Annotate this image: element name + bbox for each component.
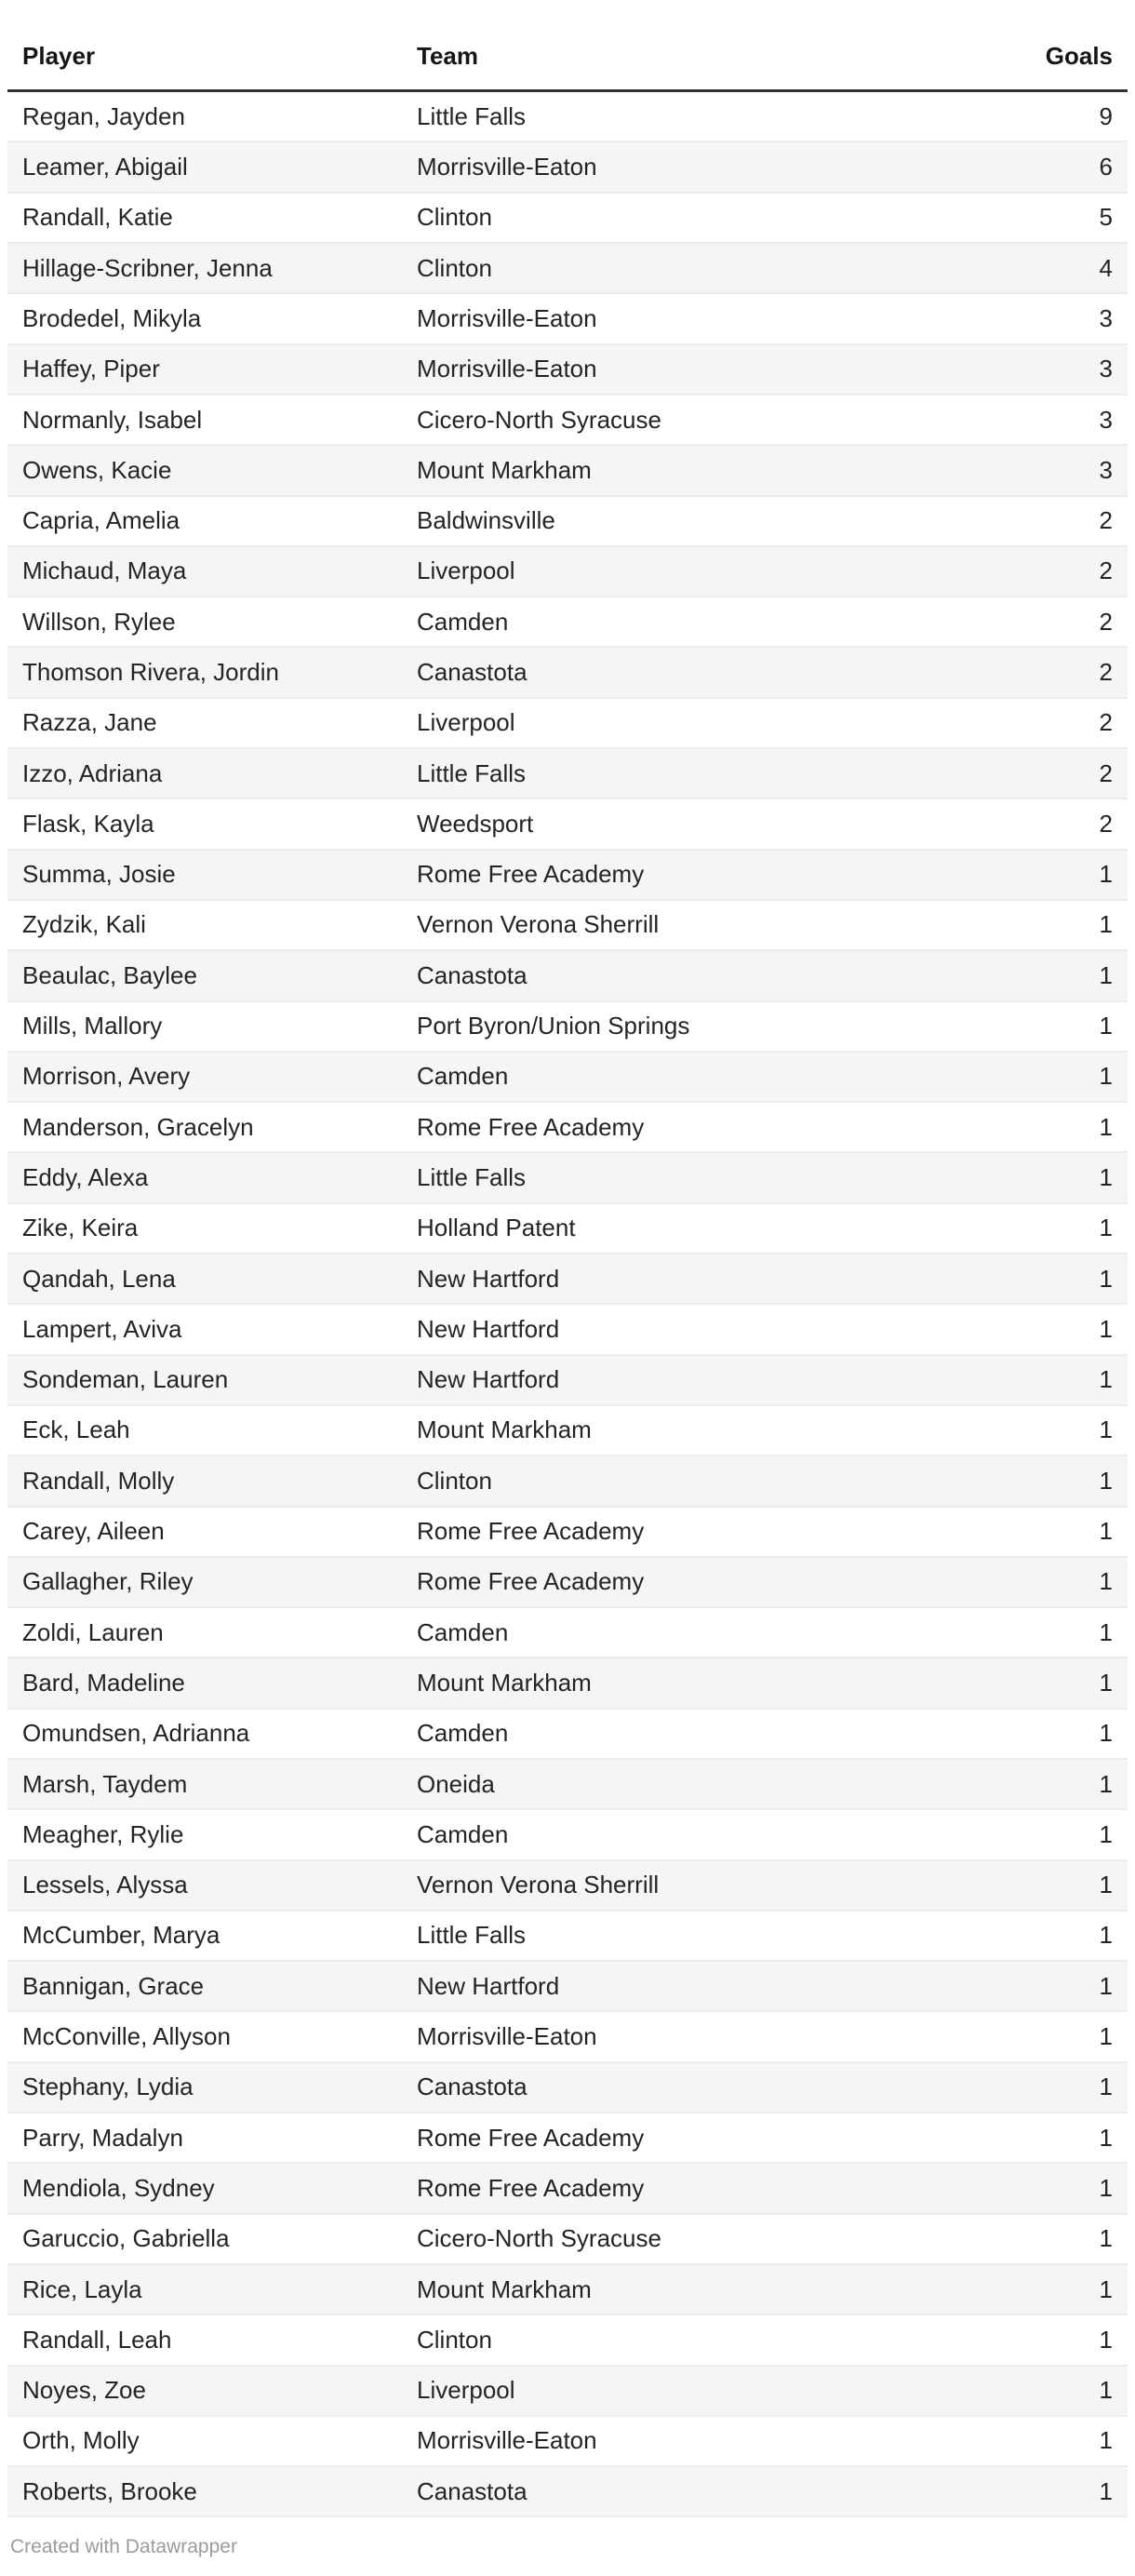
table-row	[7, 92, 1128, 142]
table-row	[7, 2012, 1128, 2062]
player-cell: Garuccio, Gabriella	[22, 2224, 230, 2253]
team-cell: Little Falls	[417, 1162, 527, 1191]
table-row	[7, 1053, 1128, 1103]
table-row	[7, 244, 1128, 294]
player-cell: Eddy, Alexa	[22, 1162, 149, 1191]
team-cell: New Hartford	[417, 1264, 560, 1293]
team-cell: Port Byron/Union Springs	[417, 1012, 690, 1040]
goals-cell: 1	[1099, 2274, 1113, 2303]
datawrapper-credit[interactable]: Created with Datawrapper	[10, 2536, 237, 2558]
table-row	[7, 1558, 1128, 1608]
goals-cell: 1	[1099, 1264, 1113, 1293]
table-row	[7, 1204, 1128, 1254]
table-row	[7, 1254, 1128, 1305]
goals-cell: 1	[1099, 1668, 1113, 1697]
goals-cell: 2	[1099, 809, 1113, 838]
team-cell: Morrisville-Eaton	[417, 303, 597, 332]
player-cell: Mendiola, Sydney	[22, 2173, 215, 2202]
player-cell: Michaud, Maya	[22, 557, 187, 585]
player-cell: Mills, Mallory	[22, 1012, 163, 1040]
team-cell: Cicero-North Syracuse	[417, 2224, 661, 2253]
team-cell: Morrisville-Eaton	[417, 355, 597, 383]
goals-cell: 1	[1099, 2073, 1113, 2101]
table-row	[7, 1710, 1128, 1760]
goals-cell: 1	[1099, 910, 1113, 939]
team-cell: Canastota	[417, 960, 527, 989]
table-row	[7, 1810, 1128, 1860]
team-cell: Camden	[417, 1719, 509, 1748]
goals-cell: 1	[1099, 1314, 1113, 1343]
table-row	[7, 547, 1128, 597]
goals-cell: 2	[1099, 607, 1113, 636]
player-cell: Roberts, Brooke	[22, 2476, 197, 2505]
player-cell: Normanly, Isabel	[22, 405, 203, 434]
table-row	[7, 2215, 1128, 2265]
team-cell: Cicero-North Syracuse	[417, 405, 661, 434]
goals-cell: 3	[1099, 303, 1113, 332]
goals-cell: 1	[1099, 2426, 1113, 2455]
table-row	[7, 1456, 1128, 1507]
table-row	[7, 1508, 1128, 1558]
table-row	[7, 799, 1128, 850]
goals-cell: 1	[1099, 2123, 1113, 2152]
team-cell: Rome Free Academy	[417, 2173, 645, 2202]
goals-cell: 1	[1099, 1012, 1113, 1040]
team-cell: Rome Free Academy	[417, 1567, 645, 1596]
table-row	[7, 851, 1128, 901]
team-cell: Camden	[417, 1062, 509, 1091]
player-cell: Razza, Jane	[22, 708, 157, 737]
player-cell: Morrison, Avery	[22, 1062, 191, 1091]
goals-cell: 1	[1099, 1062, 1113, 1091]
player-cell: Meagher, Rylie	[22, 1819, 184, 1848]
table-row	[7, 1760, 1128, 1810]
player-cell: Zike, Keira	[22, 1214, 139, 1242]
team-cell: Mount Markham	[417, 455, 592, 484]
player-cell: Qandah, Lena	[22, 1264, 176, 1293]
goals-cell: 1	[1099, 2476, 1113, 2505]
table-row	[7, 597, 1128, 648]
table-row	[7, 1406, 1128, 1456]
goals-cell: 1	[1099, 1466, 1113, 1495]
player-cell: Gallagher, Riley	[22, 1567, 194, 1596]
team-cell: Weedsport	[417, 809, 534, 838]
player-cell: Parry, Madalyn	[22, 2123, 183, 2152]
team-cell: Canastota	[417, 2476, 527, 2505]
goals-cell: 2	[1099, 708, 1113, 737]
player-cell: Flask, Kayla	[22, 809, 154, 838]
goals-cell: 6	[1099, 153, 1113, 181]
table-row	[7, 497, 1128, 547]
player-cell: Capria, Amelia	[22, 506, 180, 535]
table-row	[7, 194, 1128, 244]
player-cell: Rice, Layla	[22, 2274, 142, 2303]
goals-cell: 1	[1099, 1112, 1113, 1141]
goals-cell: 1	[1099, 2224, 1113, 2253]
table-row	[7, 2315, 1128, 2366]
player-cell: Eck, Leah	[22, 1415, 130, 1444]
player-cell: McCumber, Marya	[22, 1921, 220, 1950]
team-cell: New Hartford	[417, 1314, 560, 1343]
table-row	[7, 699, 1128, 749]
team-cell: Canastota	[417, 2073, 527, 2101]
player-cell: Marsh, Taydem	[22, 1769, 188, 1798]
player-cell: Sondeman, Lauren	[22, 1365, 229, 1394]
table-row	[7, 1103, 1128, 1153]
team-cell: Vernon Verona Sherrill	[417, 910, 660, 939]
table-row	[7, 2467, 1128, 2517]
player-cell: Haffey, Piper	[22, 355, 160, 383]
column-header-player: Player	[22, 42, 96, 70]
player-cell: Thomson Rivera, Jordin	[22, 658, 279, 686]
player-cell: Bard, Madeline	[22, 1668, 185, 1697]
table-header	[7, 0, 1128, 92]
player-cell: Brodedel, Mikyla	[22, 303, 202, 332]
goals-cell: 1	[1099, 1719, 1113, 1748]
player-cell: Stephany, Lydia	[22, 2073, 194, 2101]
player-cell: Manderson, Gracelyn	[22, 1112, 254, 1141]
goals-cell: 1	[1099, 1819, 1113, 1848]
table-row	[7, 1356, 1128, 1406]
goals-cell: 1	[1099, 1567, 1113, 1596]
table-row	[7, 446, 1128, 496]
team-cell: Rome Free Academy	[417, 1112, 645, 1141]
team-cell: Camden	[417, 1617, 509, 1646]
goals-cell: 2	[1099, 557, 1113, 585]
table-row	[7, 2164, 1128, 2214]
goals-cell: 2	[1099, 658, 1113, 686]
column-header-team: Team	[417, 42, 478, 70]
goals-cell: 1	[1099, 1769, 1113, 1798]
player-cell: Izzo, Adriana	[22, 758, 163, 787]
goals-cell: 1	[1099, 1162, 1113, 1191]
goals-cell: 1	[1099, 860, 1113, 889]
player-cell: Bannigan, Grace	[22, 1971, 205, 2000]
team-cell: New Hartford	[417, 1365, 560, 1394]
player-cell: Owens, Kacie	[22, 455, 172, 484]
table-row	[7, 1962, 1128, 2012]
table-row	[7, 901, 1128, 951]
goals-cell: 1	[1099, 2376, 1113, 2405]
table-row	[7, 2113, 1128, 2164]
goals-cell: 1	[1099, 1921, 1113, 1950]
goals-cell: 1	[1099, 1871, 1113, 1899]
player-cell: Omundsen, Adrianna	[22, 1719, 250, 1748]
team-cell: Camden	[417, 607, 509, 636]
goals-cell: 1	[1099, 2022, 1113, 2051]
column-header-goals: Goals	[1045, 42, 1113, 70]
player-cell: Regan, Jayden	[22, 101, 185, 130]
table-row	[7, 1658, 1128, 1709]
goals-cell: 1	[1099, 1617, 1113, 1646]
table-row	[7, 1002, 1128, 1053]
table-row	[7, 951, 1128, 1001]
player-cell: Orth, Molly	[22, 2426, 140, 2455]
goals-cell: 2	[1099, 506, 1113, 535]
player-cell: Hillage-Scribner, Jenna	[22, 253, 273, 282]
team-cell: Liverpool	[417, 557, 515, 585]
table-body	[7, 92, 1128, 2517]
player-cell: Leamer, Abigail	[22, 153, 188, 181]
team-cell: Morrisville-Eaton	[417, 2426, 597, 2455]
table-row	[7, 1305, 1128, 1355]
table-row	[7, 142, 1128, 193]
table-row	[7, 2063, 1128, 2113]
goals-cell: 1	[1099, 960, 1113, 989]
goals-cell: 9	[1099, 101, 1113, 130]
team-cell: Liverpool	[417, 708, 515, 737]
goals-cell: 3	[1099, 455, 1113, 484]
player-cell: McConville, Allyson	[22, 2022, 231, 2051]
team-cell: Camden	[417, 1819, 509, 1848]
goals-cell: 1	[1099, 1214, 1113, 1242]
team-cell: New Hartford	[417, 1971, 560, 2000]
table-row	[7, 294, 1128, 344]
goals-cell: 1	[1099, 1517, 1113, 1546]
goals-cell: 1	[1099, 2173, 1113, 2202]
team-cell: Little Falls	[417, 101, 527, 130]
team-cell: Mount Markham	[417, 2274, 592, 2303]
player-cell: Zydzik, Kali	[22, 910, 146, 939]
goals-cell: 1	[1099, 1365, 1113, 1394]
goals-cell: 4	[1099, 253, 1113, 282]
team-cell: Morrisville-Eaton	[417, 153, 597, 181]
table-row	[7, 2367, 1128, 2417]
team-cell: Vernon Verona Sherrill	[417, 1871, 660, 1899]
player-cell: Willson, Rylee	[22, 607, 176, 636]
player-cell: Lessels, Alyssa	[22, 1871, 188, 1899]
goals-cell: 3	[1099, 405, 1113, 434]
player-cell: Randall, Leah	[22, 2325, 172, 2354]
team-cell: Morrisville-Eaton	[417, 2022, 597, 2051]
goals-table	[7, 0, 1128, 2517]
team-cell: Mount Markham	[417, 1668, 592, 1697]
team-cell: Rome Free Academy	[417, 2123, 645, 2152]
team-cell: Rome Free Academy	[417, 860, 645, 889]
goals-cell: 3	[1099, 355, 1113, 383]
player-cell: Beaulac, Baylee	[22, 960, 197, 989]
player-cell: Randall, Molly	[22, 1466, 175, 1495]
player-cell: Lampert, Aviva	[22, 1314, 182, 1343]
goals-cell: 5	[1099, 203, 1113, 232]
goals-cell: 1	[1099, 1971, 1113, 2000]
table-row	[7, 1912, 1128, 1962]
team-cell: Little Falls	[417, 1921, 527, 1950]
team-cell: Canastota	[417, 658, 527, 686]
team-cell: Liverpool	[417, 2376, 515, 2405]
table-row	[7, 1608, 1128, 1658]
goals-cell: 2	[1099, 758, 1113, 787]
team-cell: Holland Patent	[417, 1214, 576, 1242]
team-cell: Mount Markham	[417, 1415, 592, 1444]
team-cell: Rome Free Academy	[417, 1517, 645, 1546]
goals-cell: 1	[1099, 2325, 1113, 2354]
table-row	[7, 396, 1128, 446]
team-cell: Oneida	[417, 1769, 495, 1798]
player-cell: Carey, Aileen	[22, 1517, 165, 1546]
team-cell: Clinton	[417, 2325, 492, 2354]
player-cell: Randall, Katie	[22, 203, 173, 232]
team-cell: Clinton	[417, 203, 492, 232]
goals-cell: 1	[1099, 1415, 1113, 1444]
team-cell: Clinton	[417, 253, 492, 282]
table-row	[7, 1153, 1128, 1203]
table-row	[7, 1861, 1128, 1912]
table-row	[7, 345, 1128, 396]
table-row	[7, 648, 1128, 698]
table-row	[7, 749, 1128, 799]
player-cell: Summa, Josie	[22, 860, 176, 889]
team-cell: Clinton	[417, 1466, 492, 1495]
table-row	[7, 2265, 1128, 2315]
team-cell: Little Falls	[417, 758, 527, 787]
player-cell: Noyes, Zoe	[22, 2376, 146, 2405]
player-cell: Zoldi, Lauren	[22, 1617, 164, 1646]
team-cell: Baldwinsville	[417, 506, 555, 535]
table-row	[7, 2417, 1128, 2467]
